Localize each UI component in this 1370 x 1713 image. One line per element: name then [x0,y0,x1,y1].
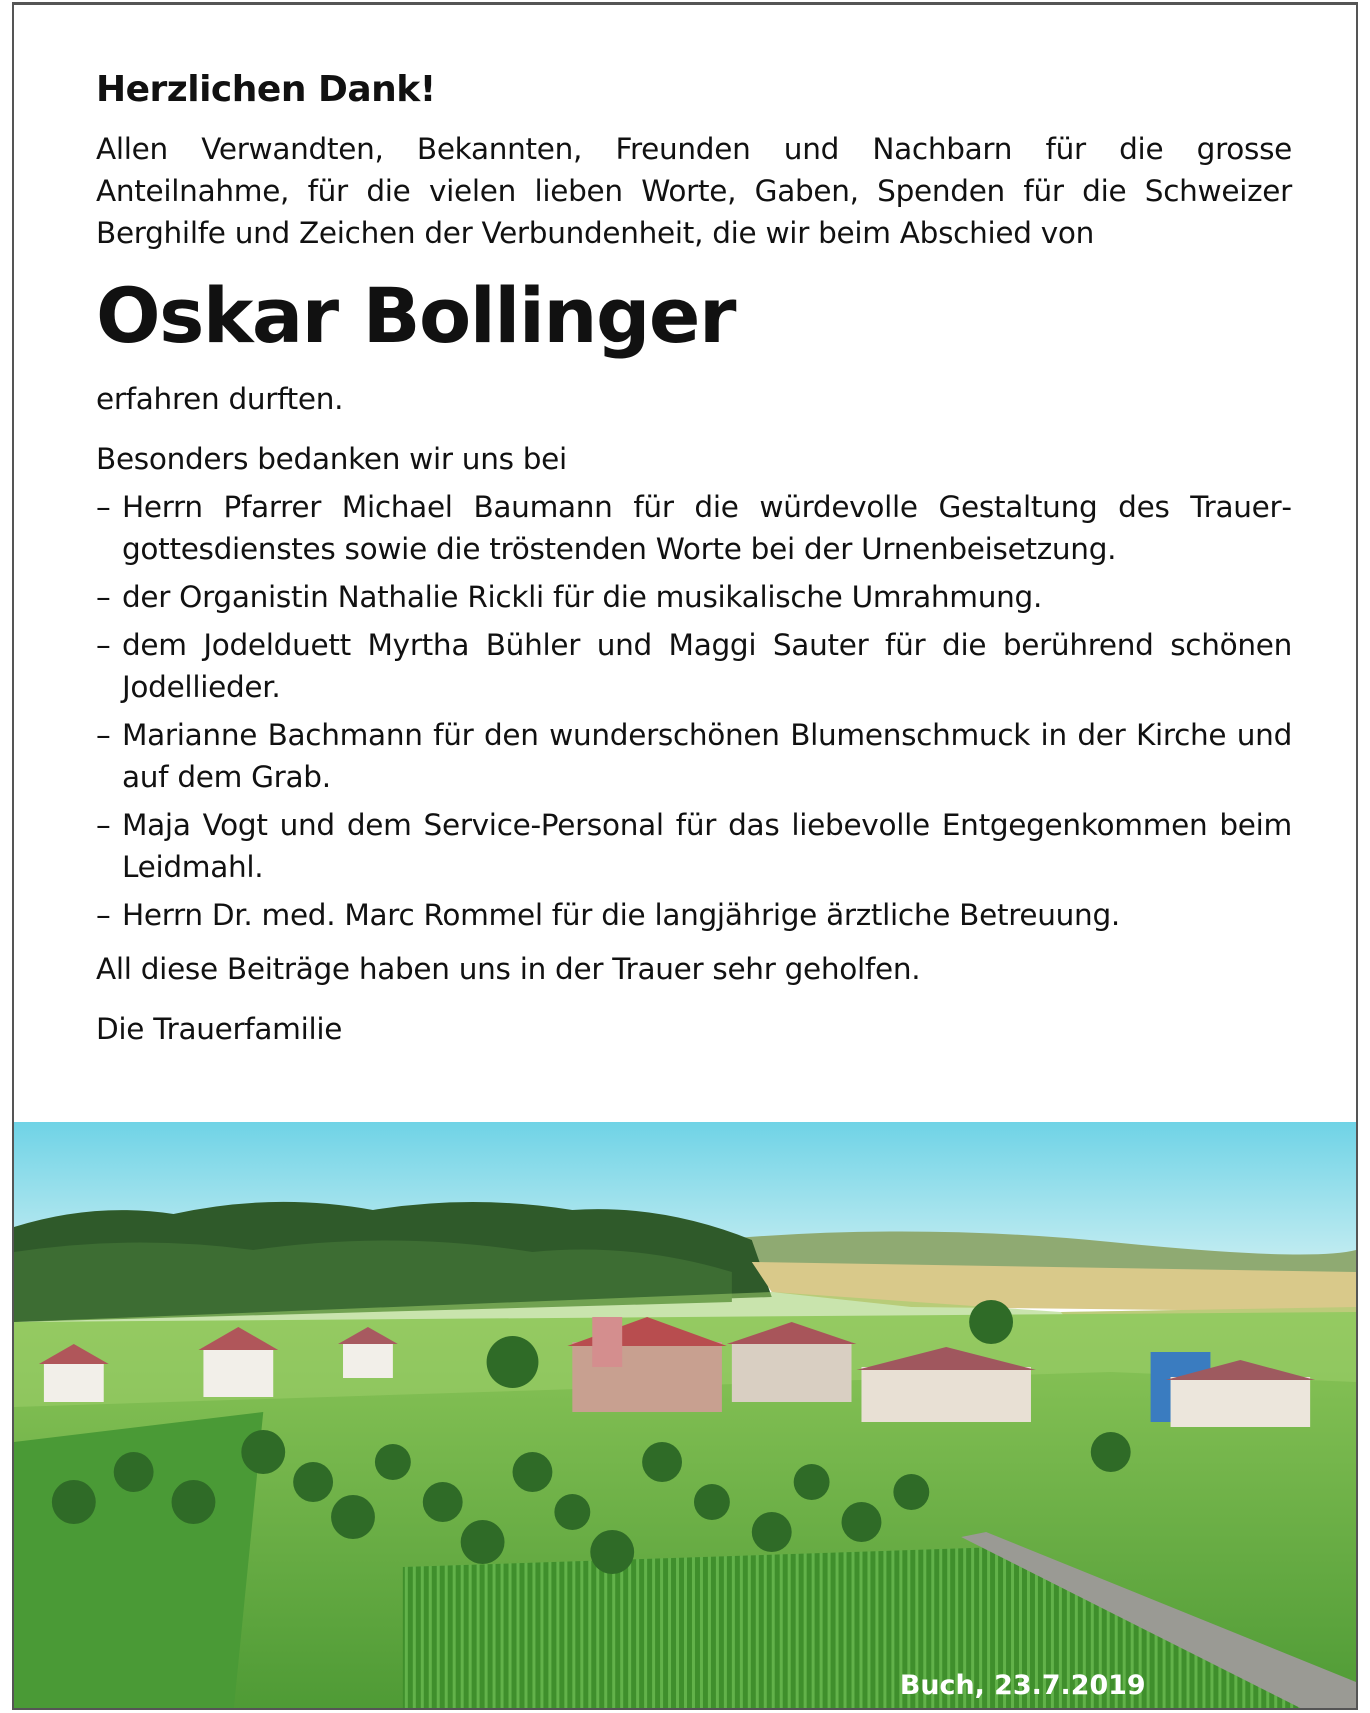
photo-caption: Buch, 23.7.2019 [899,1669,1146,1702]
closing-text: All diese Beiträge haben uns in der Trauer sehr geholfen. [96,952,921,986]
intro-line-1: Allen Verwandten, Bekannten, Freunden und Nachbarn für die grosse [96,132,1292,166]
list-item: – Herrn Dr. med. Marc Rommel für die langjährige ärztliche Betreuung. [96,894,1292,936]
deceased-name: Oskar Bollinger [96,271,735,360]
intro-line-2: Anteilnahme, für die vielen lieben Worte, Gaben, Spenden für die Schweizer [96,174,1292,208]
village-aerial-photo [14,1122,1356,1710]
thanks-list [96,486,1292,936]
intro-line-3: Berghilfe und Zeichen der Verbundenheit, die wir beim Abschied von [96,216,1095,250]
list-item: – dem Jodelduett Myrtha Bühler und Maggi Sauter für die berührend schönen Jodellieder. [96,624,1292,708]
notice-text [96,69,1292,1050]
list-item: – der Organistin Nathalie Rickli für die musikalische Umrahmung. [96,576,1292,618]
notice-heading: Herzlichen Dank! [96,69,436,110]
list-item: – Marianne Bachmann für den wunderschönen Blumenschmuck in der Kirche und auf dem Grab. [96,714,1292,798]
intro-paragraph [96,128,1292,254]
signature: Die Trauerfamilie [96,1012,343,1046]
list-item: – Maja Vogt und dem Service-Personal für das liebevolle Entgegenkommen beim Leidmahl. [96,804,1292,888]
after-name-text: erfahren durften. [96,382,344,416]
notice-frame [12,2,1358,1710]
thanks-intro: Besonders bedanken wir uns bei [96,442,567,476]
list-item: – Herrn Pfarrer Michael Baumann für die würdevolle Gestaltung des Trauergottesdienstes sowie die tröstenden Worte bei der Urnenbeisetzung. [96,486,1292,570]
